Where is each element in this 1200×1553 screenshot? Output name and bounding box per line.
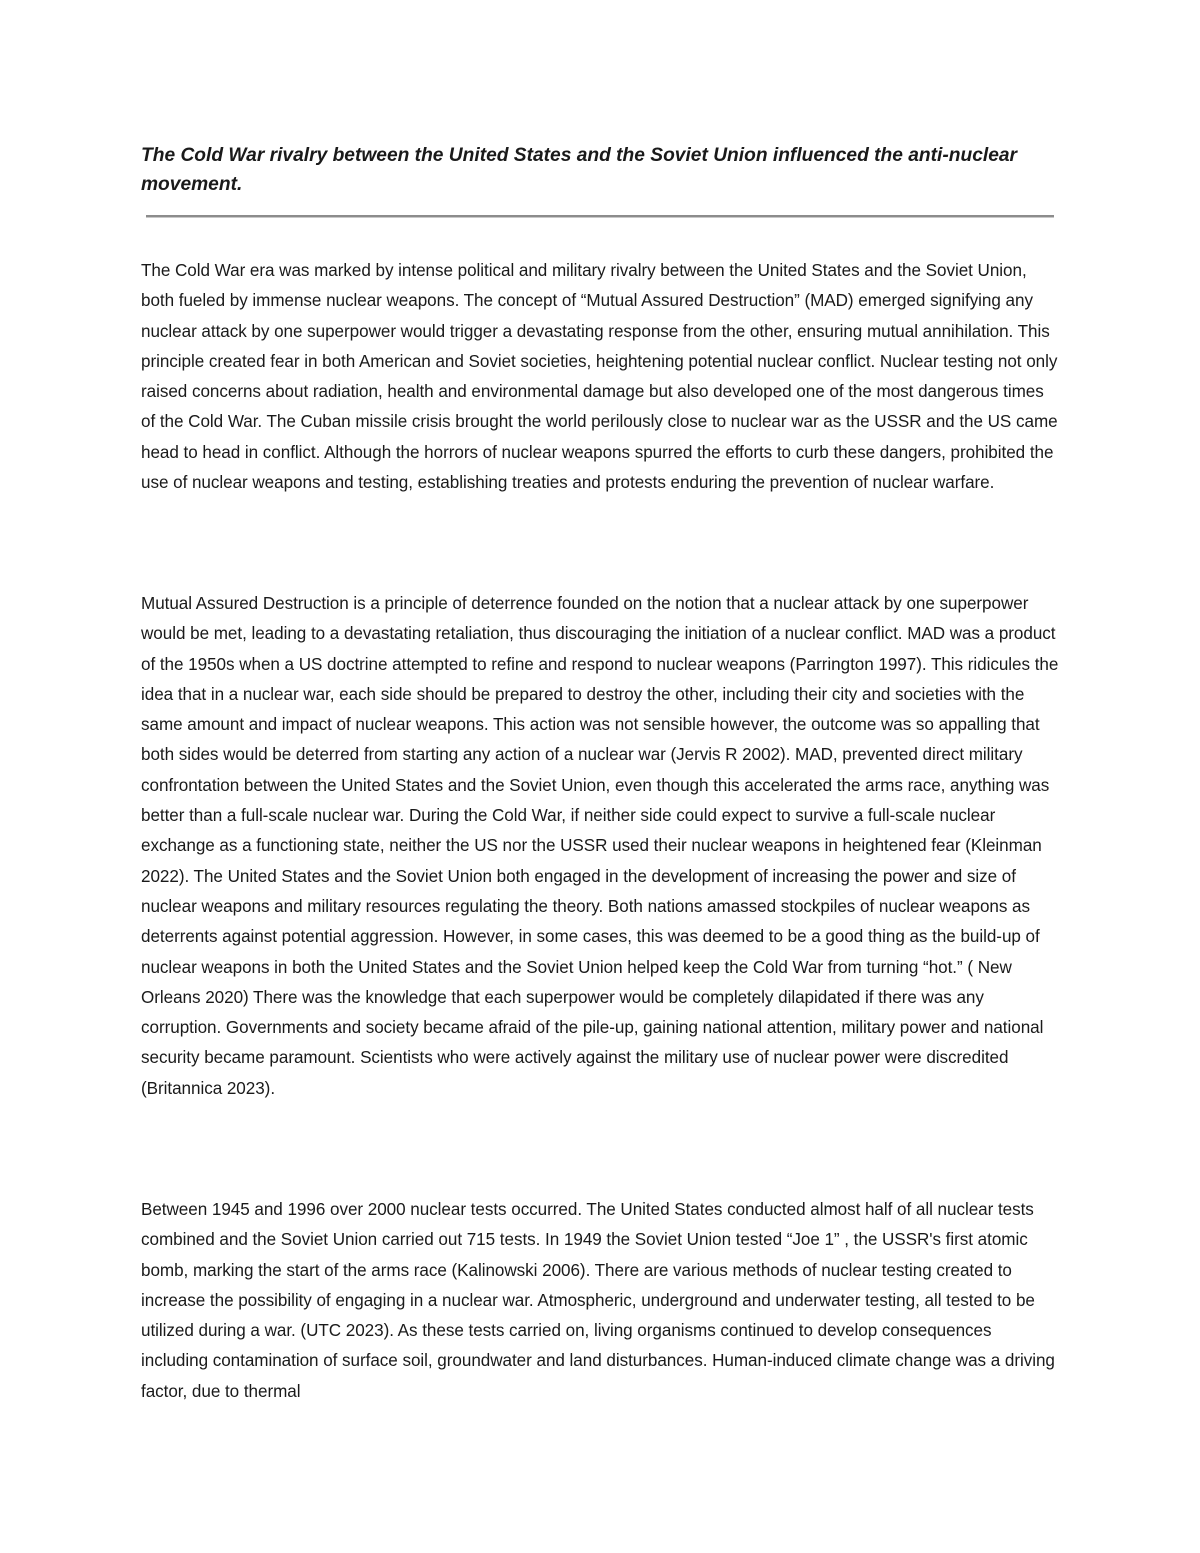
document-title: The Cold War rivalry between the United States and the Soviet Union influenced the anti-nuclear movement. — [141, 145, 1018, 195]
paragraph-mad: Mutual Assured Destruction is a principle of deterrence founded on the notion that a nuclear attack by one superpower would be met, leading to a devastating retaliation, thus discouraging the initiation of a nuclear conflict. MAD was a product of the 1950s when a US doctrine attempted to refine and respond to nuclear weapons (Parrington 1997). This ridicules the idea that in a nuclear war, each side should be prepared to destroy the other, including their city and societies with the same amount and impact of nuclear weapons. This action was not sensible however, the outcome was so appalling that both sides would be deterred from starting any action of a nuclear war (Jervis R 2002). MAD, prevented direct military confrontation between the United States and the Soviet Union, even though this accelerated the arms race, anything was better than a full-scale nuclear war. During the Cold War, if neither side could expect to survive a full-scale nuclear exchange as a functioning state, neither the US nor the USSR used their nuclear weapons in heightened fear (Kleinman 2022). The United States and the Soviet Union both engaged in the development of increasing the power and size of nuclear weapons and military resources regulating the theory. Both nations amassed stockpiles of nuclear weapons as deterrents against potential aggression. However, in some cases, this was deemed to be a good thing as the build-up of nuclear weapons in both the United States and the Soviet Union helped keep the Cold War from turning “hot.” ( New Orleans 2020) There was the knowledge that each superpower would be completely dilapidated if there was any corruption. Governments and society became afraid of the pile-up, gaining national attention, military power and national security became paramount. Scientists who were actively against the military use of nuclear power were discredited (Britannica 2023). — [141, 594, 1059, 1098]
paragraph-nuclear-testing: Between 1945 and 1996 over 2000 nuclear tests occurred. The United States conducted almost half of all nuclear tests combined and the Soviet Union carried out 715 tests. In 1949 the Soviet Union tested “Joe 1” , the USSR's first atomic bomb, marking the start of the arms race (Kalinowski 2006). There are various methods of nuclear testing created to increase the possibility of engaging in a nuclear war. Atmospheric, underground and underwater testing, all tested to be utilized during a war. (UTC 2023). As these tests carried on, living organisms continued to develop consequences including contamination of surface soil, groundwater and land disturbances. Human-induced climate change was a driving factor, due to thermal — [141, 1200, 1055, 1401]
paragraph-intro: The Cold War era was marked by intense political and military rivalry between the United States and the Soviet Union, both fueled by immense nuclear weapons. The concept of “Mutual Assured Destruction” (MAD) emerged signifying any nuclear attack by one superpower would trigger a devastating response from the other, ensuring mutual annihilation. This principle created fear in both American and Soviet societies, heightening potential nuclear conflict. Nuclear testing not only raised concerns about radiation, health and environmental damage but also developed one of the most dangerous times of the Cold War. The Cuban missile crisis brought the world perilously close to nuclear war as the USSR and the US came head to head in conflict. Although the horrors of nuclear weapons spurred the efforts to curb these dangers, prohibited the use of nuclear weapons and testing, establishing treaties and protests enduring the prevention of nuclear warfare. — [141, 261, 1058, 493]
title-divider — [146, 215, 1054, 218]
